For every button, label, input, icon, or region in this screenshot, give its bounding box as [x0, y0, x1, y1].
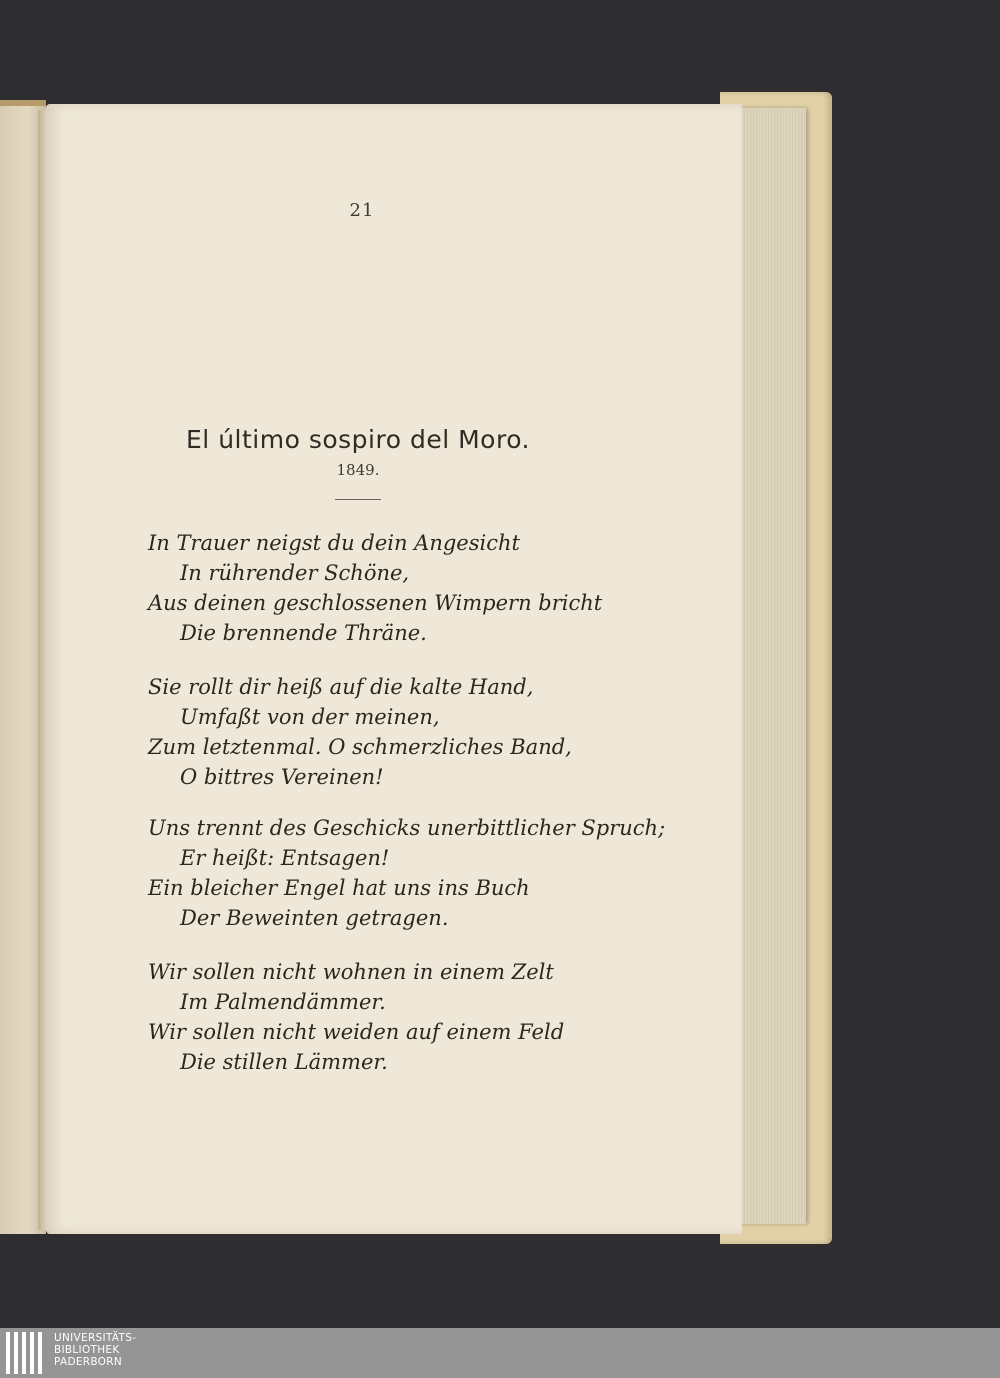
poem-line: Ein bleicher Engel hat uns ins Buch: [148, 876, 530, 900]
title-divider: [335, 499, 381, 500]
poem-line: Im Palmendämmer.: [180, 990, 386, 1014]
stanza-2: [148, 672, 618, 792]
poem-line: Die stillen Lämmer.: [180, 1050, 388, 1074]
library-name-line: UNIVERSITÄTS-: [54, 1332, 137, 1344]
poem-line: In rührender Schöne,: [180, 561, 410, 585]
poem-line: Aus deinen geschlossenen Wimpern bricht: [148, 591, 603, 615]
page-edges: [738, 108, 806, 1224]
poem-line: Uns trennt des Geschicks unerbittlicher Spruch;: [148, 816, 666, 840]
poem-line: Er heißt: Entsagen!: [180, 846, 390, 870]
library-name-line: PADERBORN: [54, 1356, 122, 1368]
poem-line: Sie rollt dir heiß auf die kalte Hand,: [148, 675, 534, 699]
poem-line: Wir sollen nicht weiden auf einem Feld: [148, 1020, 565, 1044]
library-logo-icon: [6, 1332, 48, 1374]
stanza-4: [148, 957, 618, 1077]
poem-line: Wir sollen nicht wohnen in einem Zelt: [148, 960, 554, 984]
poem-title: El último sospiro del Moro.: [186, 425, 530, 454]
library-name-line: BIBLIOTHEK: [54, 1344, 120, 1356]
poem-line: Umfaßt von der meinen,: [180, 705, 440, 729]
poem-line: Die brennende Thräne.: [180, 621, 427, 645]
stanza-1: [148, 528, 618, 648]
poem-line: Zum letztenmal. O schmerzliches Band,: [148, 735, 572, 759]
library-footer: [0, 1328, 1000, 1378]
stanza-3: [148, 813, 666, 933]
poem-line: O bittres Vereinen!: [180, 765, 384, 789]
poem-line: Der Beweinten getragen.: [180, 906, 449, 930]
poem-year: 1849.: [336, 461, 380, 479]
page-number: 21: [349, 200, 375, 221]
library-name: [54, 1332, 136, 1368]
poem-line: In Trauer neigst du dein Angesicht: [148, 531, 520, 555]
